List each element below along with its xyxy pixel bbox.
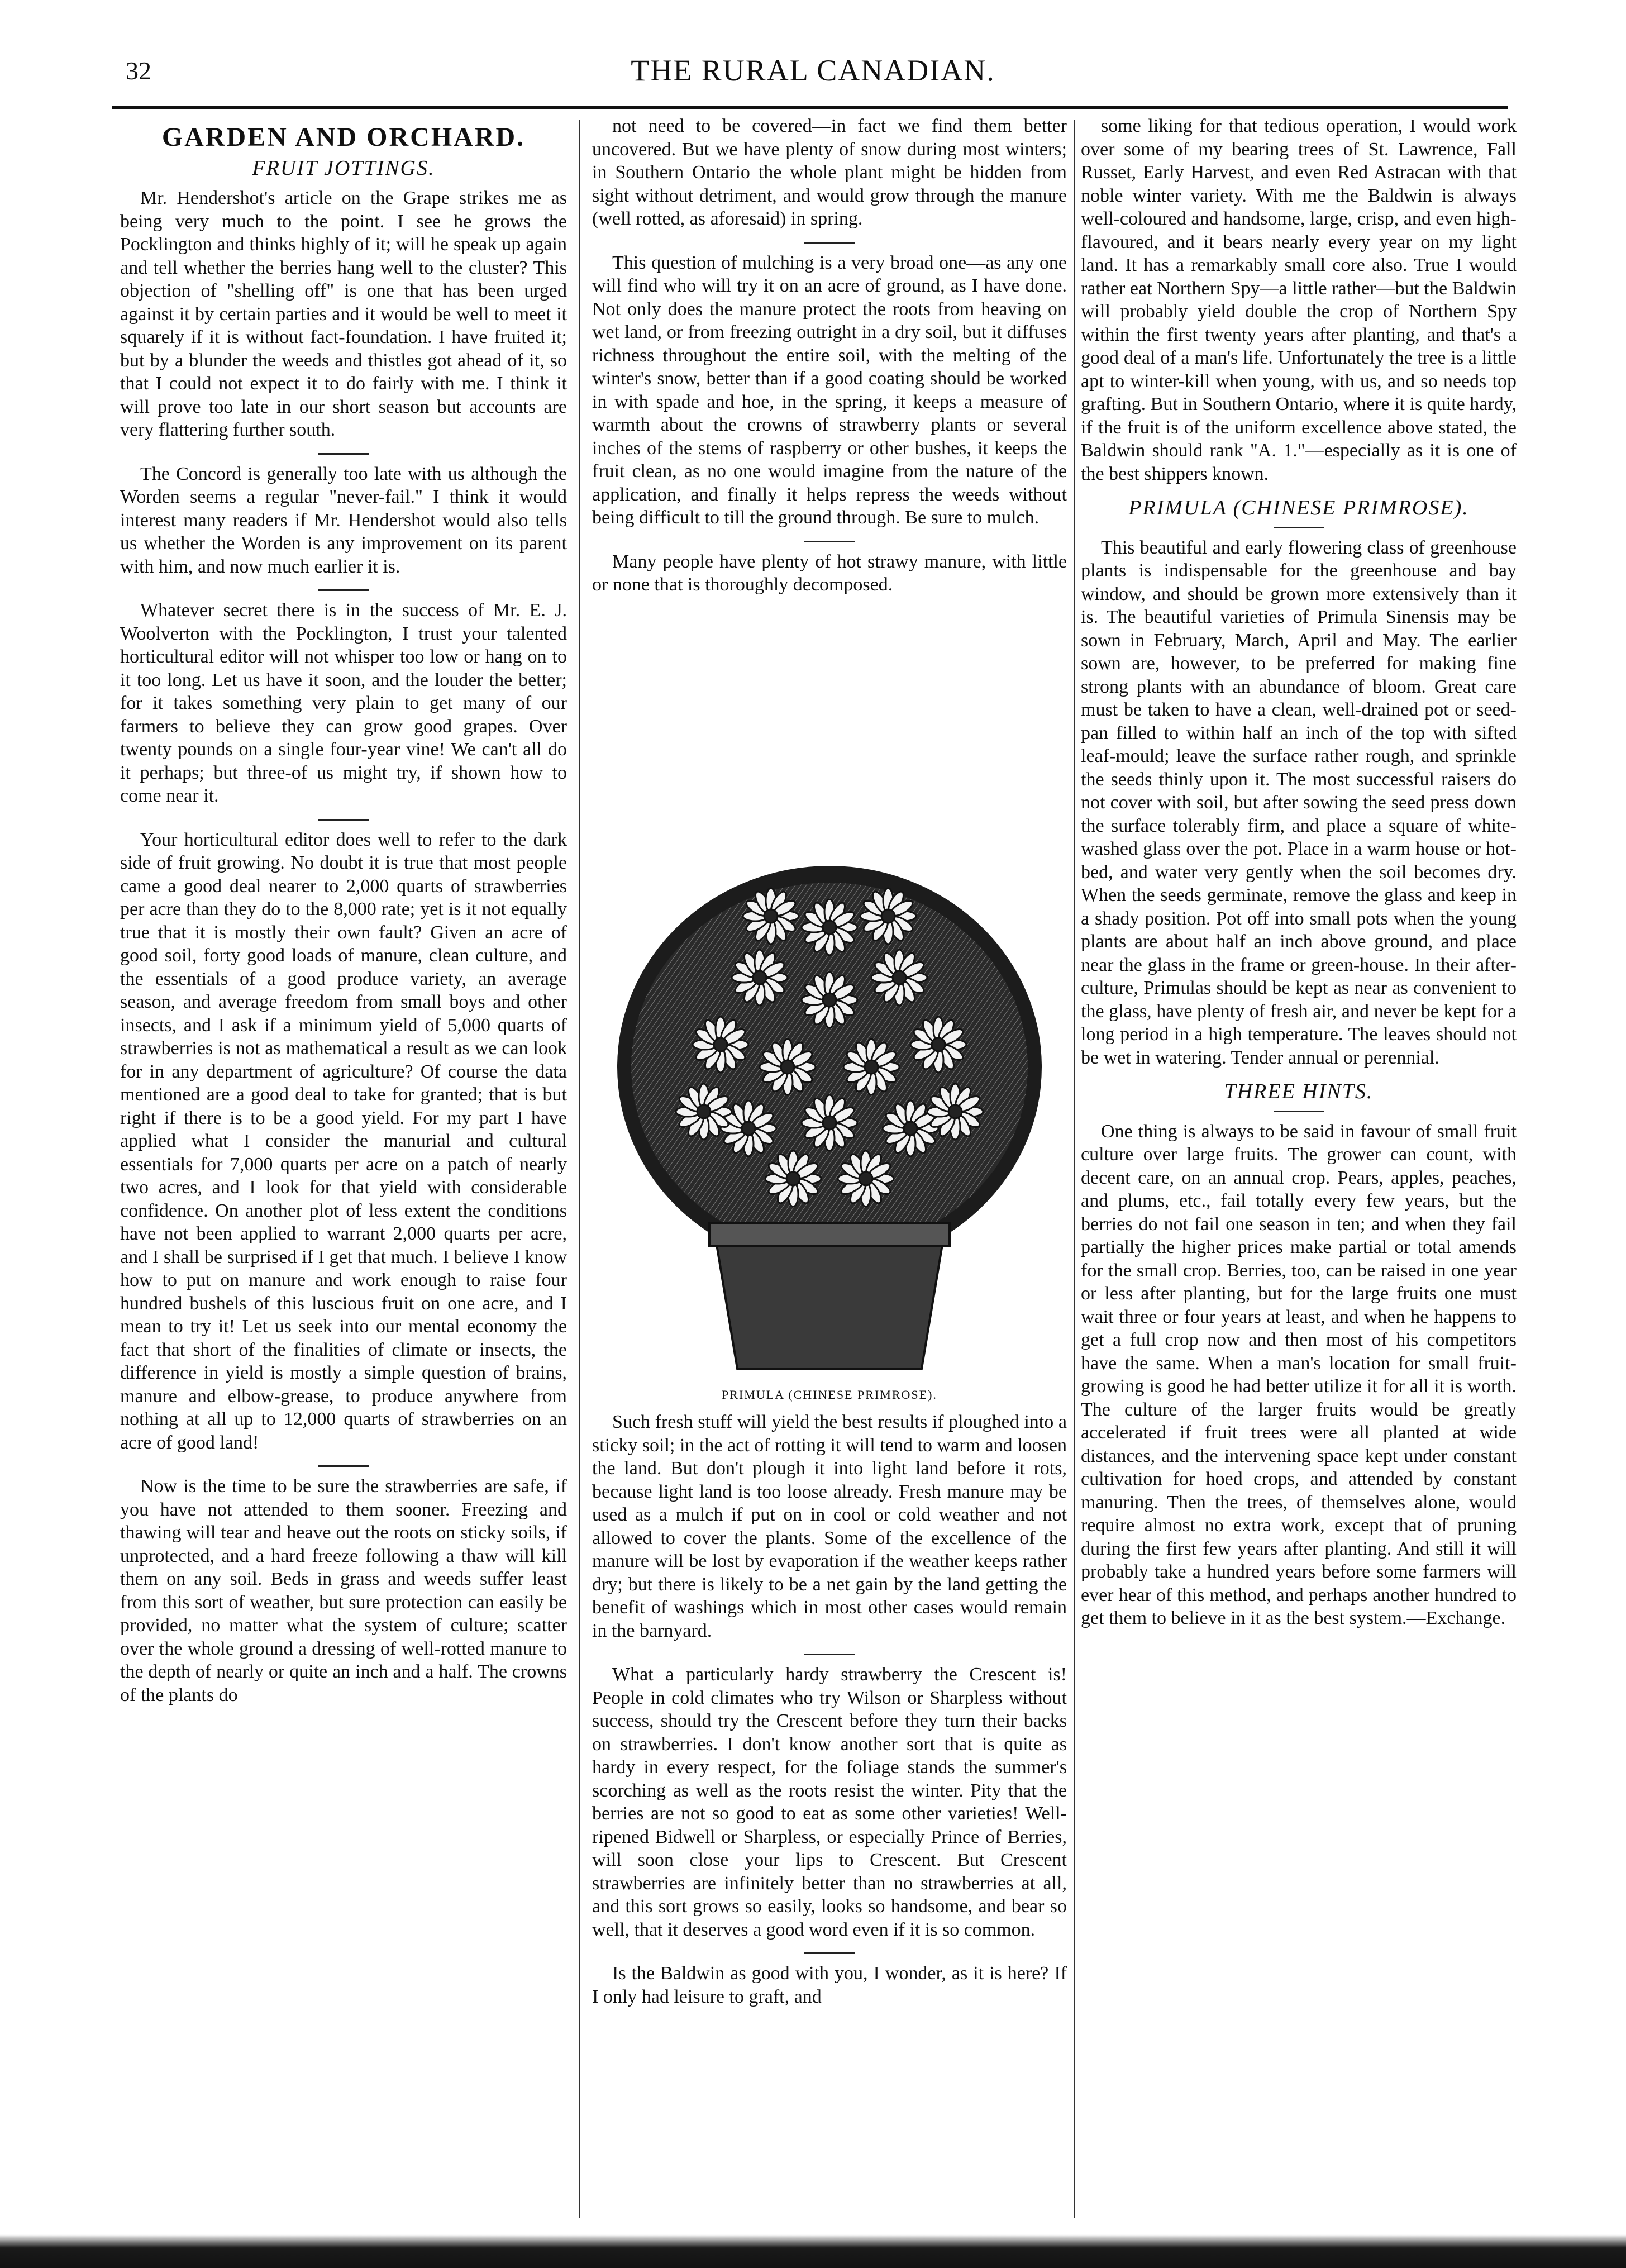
- page-number: 32: [126, 56, 151, 85]
- paragraph: This beautiful and early flowering class of greenhouse plants is indispensable for the greenhouse and bay window, and should be grown more extensively than it is. The beautiful varieties of Primula Sinensis may be sown in February, March, April and May. The earlier sown are, however, to be preferred for making fine strong plants with an abundance of bloom. Great care must be taken to have a clean, well-drained pot or seed-pan filled to within half an inch of the top with sifted leaf-mould; leave the surface rather rough, and sprinkle the seeds thinly upon it. The most successful raisers do not cover with soil, but after sowing the seed press down the surface tolerably firm, and place a square of white-washed glass over the pot. Place in a warm house or hot-bed, and water very gently when the soil becomes dry. When the seeds germinate, remove the glass and keep in a shady position. Pot off into small pots when the young plants are about half an inch above ground, and place near the glass in the frame or green-house. In their after-culture, Primulas should be kept as near as convenient to the glass, have plenty of fresh air, and never be kept for a long period in a high temperature. The leaves should not be wet in watering. Tender annual or perennial.: [1081, 537, 1517, 1068]
- article-subtitle: FRUIT JOTTINGS.: [252, 156, 435, 180]
- column-3: [1081, 115, 1517, 2221]
- separator: [804, 1952, 855, 1954]
- column-rule-1: [579, 120, 580, 2218]
- separator: [1274, 1111, 1324, 1112]
- section-title: GARDEN AND ORCHARD.: [161, 122, 526, 152]
- scan-edge: [0, 2234, 1626, 2268]
- separator: [318, 453, 369, 455]
- paragraph: This question of mulching is a very broad one—as any one will find who will try it on an acre of ground, as I have done. Not only does the manure protect the roots from heaving on wet land, or from freezing outright in a dry soil, but it diffuses richness throughout the entire soil, with the melting of the winter's snow, better than if a good coating should be worked in with spade and hoe, in the spring, it keeps a measure of warmth about the crowns of strawberry plants or several inches of the stems of raspberry or other bushes, it keeps the fruit clean, as no one would imagine from the nature of the application, and finally it helps repress the weeds without being difficult to till the ground through. Be sure to mulch.: [592, 252, 1067, 528]
- separator: [318, 589, 369, 591]
- paragraph: Mr. Hendershot's article on the Grape strikes me as being very much to the point. I see he grows the Pocklington and thinks highly of it; will he speak up again and tell whether the berries hang well to the cluster? This objection of "shelling off" is one that has been urged against it by certain parties and it would be well to meet it squarely if it is without fact-foundation. I have fruited it; but by a blunder the weeds and thistles got ahead of it, so that I could not expect it to do fairly with me. I think it will prove too late in our short season but accounts are very flattering further south.: [120, 188, 567, 440]
- primula-illustration: [592, 832, 1067, 1408]
- paragraph: Now is the time to be sure the strawberries are safe, if you have not attended to them sooner. Freezing and thawing will tear and heave out the roots on sticky soils, if unprotected, and a hard freeze following a thaw will kill them on any soil. Beds in grass and weeds suffer least from this sort of weather, but sure protection can easily be provided, no matter what the system of culture; scatter over the whole ground a dressing of well-rotted manure to the depth of nearly or quite an inch and a half. The crowns of the plants do: [120, 1476, 567, 1705]
- paragraph: some liking for that tedious operation, I would work over some of my bearing trees of St. Lawrence, Fall Russet, Early Harvest, and even Red Astracan with that noble winter variety. With me the Baldwin is always well-coloured and handsome, large, crisp, and even high-flavoured, and it bears nearly every year on my light land. It has a remarkably small core also. True I would rather eat Northern Spy—a little rather—but the Baldwin will probably yield double the crop of Northern Spy within the first twenty years after planting, and that's a good deal of a man's life. Unfortunately the tree is a little apt to winter-kill when young, with us, and so needs top grafting. But in Southern Ontario, where it is quite hardy, if the fruit is of the uniform excellence above stated, the Baldwin should rank "A. 1."—especially as it is one of the best shippers known.: [1081, 116, 1517, 484]
- column-rule-2: [1074, 120, 1075, 2218]
- masthead-title: THE RURAL CANADIAN.: [631, 54, 995, 87]
- paragraph: Many people have plenty of hot strawy manure, with little or none that is thoroughly decomposed.: [592, 551, 1067, 595]
- column-2-continued: [592, 1411, 1067, 2221]
- paragraph: Is the Baldwin as good with you, I wonder, as it is here? If I only had leisure to graft, and: [592, 1963, 1067, 2007]
- paragraph: not need to be covered—in fact we find them better uncovered. But we have plenty of snow during most winters; in Southern Ontario the whole plant might be hidden from sight without detriment, and would grow through the manure (well rotted, as aforesaid) in spring.: [592, 116, 1067, 229]
- paragraph: Your horticultural editor does well to refer to the dark side of fruit growing. No doubt it is true that most people came a good deal nearer to 2,000 quarts of strawberries per acre than they do to the 8,000 rate; yet is it not equally true that it is mostly their own fault? Given an acre of good soil, forty good loads of manure, clean culture, and the essentials of a good produce variety, an average season, and average freedom from small boys and other insects, and I ask if a minimum yield of 5,000 quarts of strawberries is not as mathematical a result as we can look for in any department of agriculture? Of course the data mentioned are a good deal to take for granted; that is but right if there is to be a good yield. For my part I have applied what I consider the manurial and cultural essentials for 7,000 quarts per acre on a patch of nearly two acres, and I look for that yield with considerable confidence. On another plot of less extent the conditions have not been applied to warrant 2,000 quarts per acre, and I shall be surprised if I get that much. I believe I know how to put on manure and work enough to raise four hundred bushels of this luscious fruit on one acre, and I mean to try it! Let us seek into our mental economy the fact that short of the finalities of climate or insects, the difference in yield is mostly a simple question of brains, manure and elbow-grease, to produce anywhere from nothing at all up to 12,000 quarts of strawberries on an acre of good land!: [120, 829, 567, 1453]
- separator: [318, 1465, 369, 1467]
- separator: [1274, 527, 1324, 528]
- separator: [804, 242, 855, 244]
- paragraph: Such fresh stuff will yield the best results if ploughed into a sticky soil; in the act of rotting it will tend to warm and loosen the land. But don't plough it into light land before it rots, because light land is too loose already. Fresh manure may be used as a mulch if put on in cool or cold weather and not allowed to cover the plants. Some of the excellence of the manure will be lost by evaporation if the weather keeps rather dry; but there is likely to be a net gain by the land getting the benefit of washings which in most other cases would remain in the barnyard.: [592, 1412, 1067, 1641]
- paragraph: One thing is always to be said in favour of small fruit culture over large fruits. The grower can count, with decent care, on an annual crop. Pears, apples, peaches, and plums, etc., fail totally every few years, but the berries do not fail one season in ten; and when they fail partially the higher prices make partial or total amends for the small crop. Berries, too, can be raised in one year or less after planting, but for the large fruits one must wait three or four years at least, and when he happens to get a full crop now and then most of his competitors have the same. When a man's location for small fruit-growing is good he had better utilize it for all it is worth. The culture of the larger fruits would be greatly accelerated if fruit trees were all planted at wide distances, and the intervening space kept under constant cultivation for hoed crops, and attended by constant manuring. Then the trees, of themselves alone, would require almost no extra work, except that of pruning during the first few years after planting. And still it will probably take a hundred years before some farmers will ever hear of this method, and perhaps another hundred to get them to believe in it as the best system.—Exchange.: [1081, 1121, 1517, 1628]
- header-rule: [112, 106, 1508, 109]
- figure-caption: PRIMULA (CHINESE PRIMROSE).: [722, 1388, 937, 1402]
- column-1: [120, 115, 567, 2221]
- separator: [318, 819, 369, 821]
- article-subtitle: PRIMULA (CHINESE PRIMROSE).: [1128, 496, 1469, 520]
- paragraph: Whatever secret there is in the success of Mr. E. J. Woolverton with the Pocklington, I trust your talented horticultural editor will not whisper too low or hang on to it too long. Let us have it soon, and the louder the better; for it takes something very plain to get many of our farmers to believe they can grow good grapes. Over twenty pounds on a single four-year vine! We can't all do it perhaps; but three-of us might try, if shown how to come near it.: [120, 600, 567, 806]
- paragraph: The Concord is generally too late with us although the Worden seems a regular "never-fail." I think it would interest many readers if Mr. Hendershot would also tells us whether the Worden is any improvement on its parent with him, and now much earlier it is.: [120, 463, 567, 577]
- primrose-pot-image: [592, 832, 1067, 1385]
- separator: [804, 1654, 855, 1655]
- separator: [804, 541, 855, 542]
- column-2: [592, 115, 1067, 832]
- article-subtitle: THREE HINTS.: [1224, 1080, 1374, 1103]
- paragraph: What a particularly hardy strawberry the Crescent is! People in cold climates who try Wilson or Sharpless without success, should try the Crescent before they turn their backs on strawberries. I don't know another sort that is quite as hardy in every respect, for the foliage stands the summer's scorching as well as the roots resist the winter. Pity that the berries are not so good to eat as some other varieties! Well-ripened Bidwell or Sharpless, or especially Prince of Berries, will soon close your lips to Crescent. But Crescent strawberries are infinitely better than no strawberries at all, and this sort grows so easily, looks so handsome, and bear so well, that it deserves a good word even if it is so common.: [592, 1664, 1067, 1940]
